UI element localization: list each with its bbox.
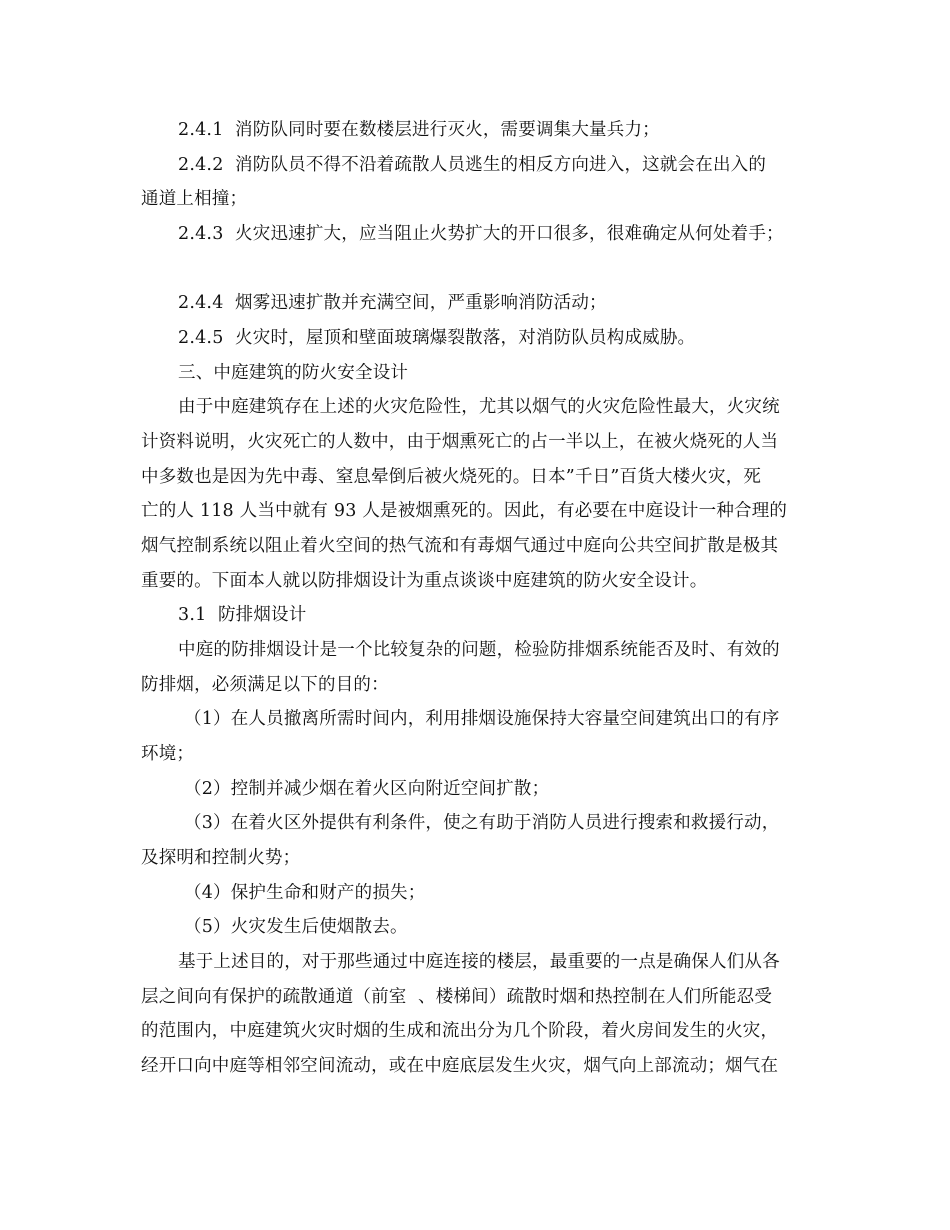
text-line: 通道上相撞； — [141, 189, 248, 209]
text-line: 的范围内，中庭建筑火灾时烟的生成和流出分为几个阶段，着火房间发生的火灾， — [141, 1021, 779, 1041]
section-heading: 三、中庭建筑的防火安全设计 — [178, 363, 409, 383]
text-line: 防排烟，必须满足以下的目的： — [141, 675, 389, 695]
list-item: （2）控制并减少烟在着火区向附近空间扩散； — [184, 779, 550, 799]
text-line: 基于上述目的，对于那些通过中庭连接的楼层，最重要的一点是确保人们从各 — [178, 952, 780, 972]
text-line: 及探明和控制火势； — [141, 848, 301, 868]
list-item: （4）保护生命和财产的损失； — [184, 883, 426, 903]
text-line: 经开口向中庭等相邻空间流动，或在中庭底层发生火灾，烟气向上部流动；烟气在 — [141, 1056, 779, 1076]
text-line: 中庭的防排烟设计是一个比较复杂的问题，检验防排烟系统能否及时、有效的 — [178, 640, 780, 660]
text-line: 中多数也是因为先中毒、窒息晕倒后被火烧死的。日本”千日”百货大楼火灾，死 — [141, 467, 762, 487]
text-line: 亡的人 118 人当中就有 93 人是被烟熏死的。因此，有必要在中庭设计一种合理的 — [141, 501, 788, 521]
text-line: 重要的。下面本人就以防排烟设计为重点谈谈中庭建筑的防火安全设计。 — [141, 571, 708, 591]
text-line: 环境； — [141, 744, 195, 764]
list-item: （5）火灾发生后使烟散去。 — [184, 917, 408, 937]
text-line: 由于中庭建筑存在上述的火灾危险性，尤其以烟气的火灾危险性最大，火灾统 — [178, 397, 780, 417]
text-line: 2.4.2 消防队员不得不沿着疏散人员逃生的相反方向进入，这就会在出入的 — [178, 155, 767, 175]
text-line: 烟气控制系统以阻止着火空间的热气流和有毒烟气通过中庭向公共空间扩散是极其 — [141, 536, 779, 556]
list-item: （1）在人员撤离所需时间内，利用排烟设施保持大容量空间建筑出口的有序 — [184, 709, 780, 729]
text-line: 2.4.3 火灾迅速扩大，应当阻止火势扩大的开口很多，很难确定从何处着手； — [178, 224, 784, 244]
text-line: 2.4.1 消防队同时要在数楼层进行灭火，需要调集大量兵力； — [178, 120, 660, 140]
text-line: 2.4.5 火灾时，屋顶和壁面玻璃爆裂散落，对消防队员构成威胁。 — [178, 328, 696, 348]
list-item: （3）在着火区外提供有利条件，使之有助于消防人员进行搜索和救援行动， — [184, 813, 780, 833]
text-line: 计资料说明，火灾死亡的人数中，由于烟熏死亡的占一半以上，在被火烧死的人当 — [141, 432, 779, 452]
text-line: 2.4.4 烟雾迅速扩散并充满空间，严重影响消防活动； — [178, 293, 607, 313]
subsection-heading: 3.1 防排烟设计 — [178, 605, 307, 625]
text-line: 层之间向有保护的疏散通道（前室 、楼梯间）疏散时烟和热控制在人们所能忍受 — [141, 987, 773, 1007]
